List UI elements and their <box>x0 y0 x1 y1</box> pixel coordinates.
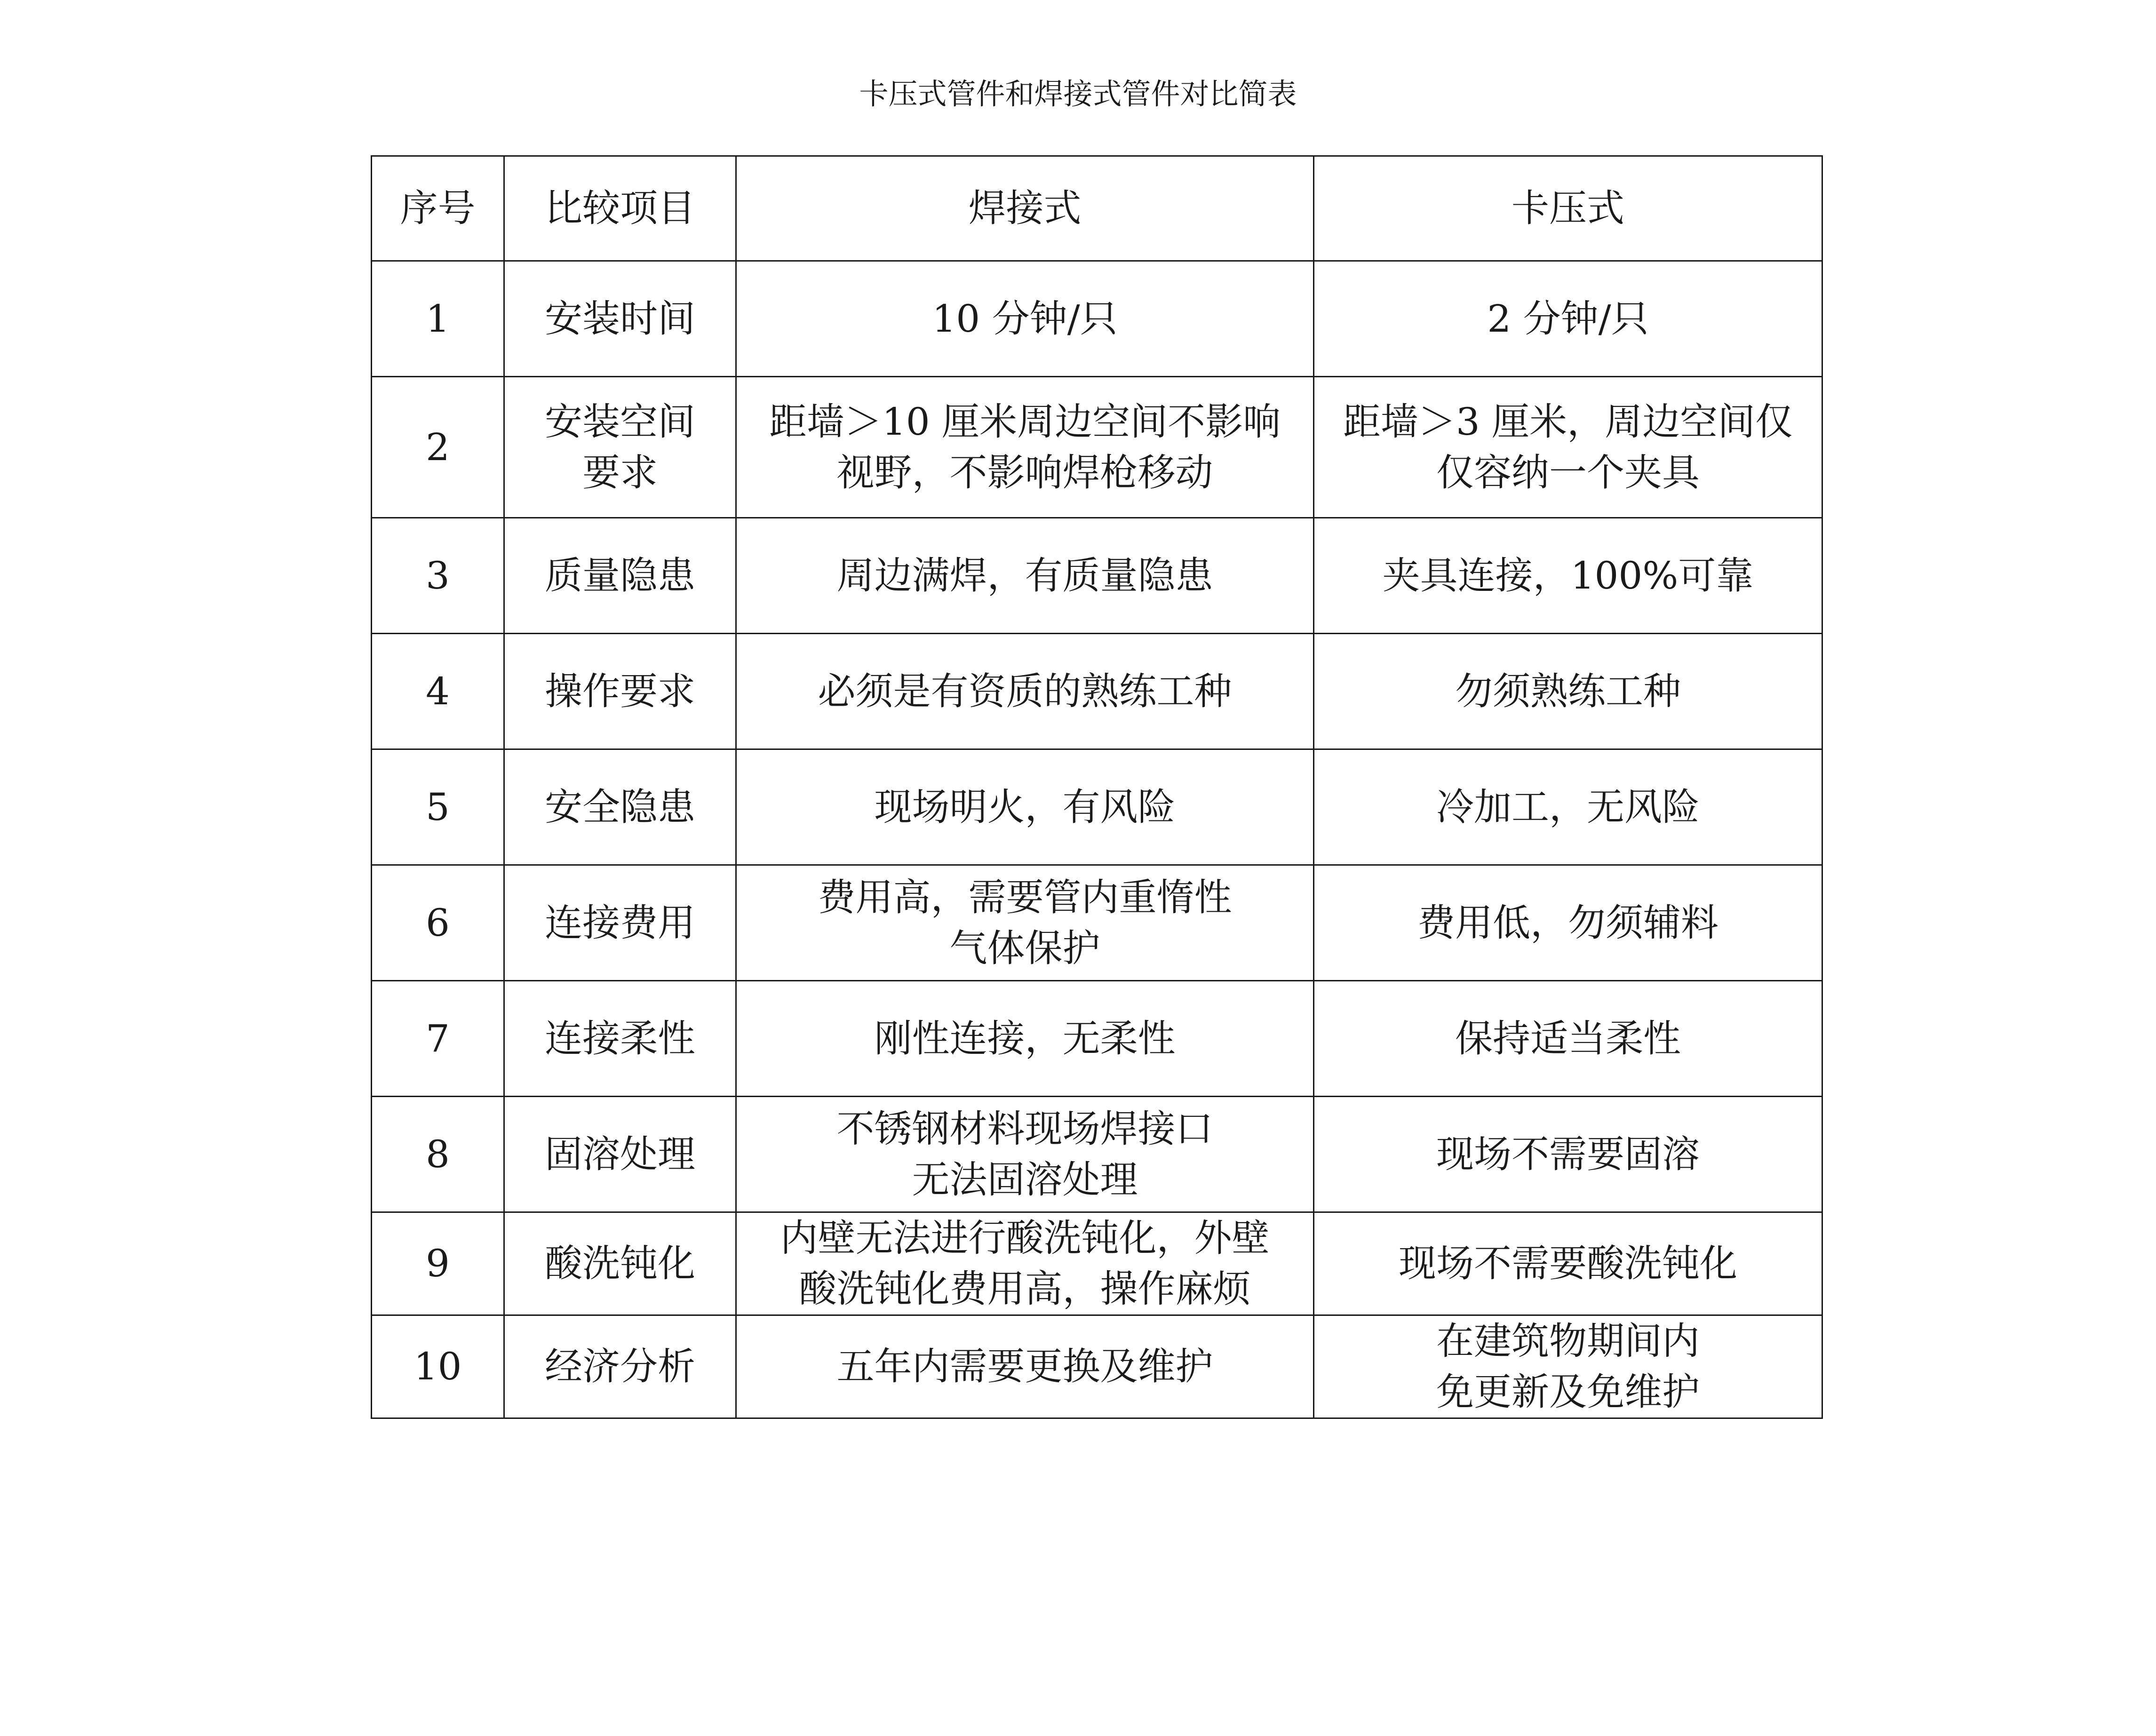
cell-line: 免更新及免维护 <box>1436 1370 1700 1414</box>
cell-line: 视野，不影响焊枪移动 <box>836 450 1213 494</box>
cell-press <box>1314 634 1822 749</box>
table-row <box>372 865 1822 981</box>
cell-line: 现场不需要固溶 <box>1436 1132 1700 1176</box>
cell-line: 现场明火，有风险 <box>874 785 1176 829</box>
header-press: 卡压式 <box>1314 156 1822 261</box>
cell-line: 安全隐患 <box>545 785 695 829</box>
comparison-table <box>371 155 1823 1419</box>
cell-line: 安装空间 <box>545 399 695 444</box>
cell-line: 酸洗钝化 <box>545 1242 695 1285</box>
cell-line: 必须是有资质的熟练工种 <box>818 669 1232 713</box>
cell-line: 连接柔性 <box>545 1016 695 1060</box>
cell-press <box>1314 749 1822 865</box>
cell-welded <box>736 261 1314 377</box>
cell-line: 距墙＞3 厘米，周边空间仅 <box>1343 399 1793 444</box>
cell-line: 勿须熟练工种 <box>1455 669 1681 713</box>
document-title: 卡压式管件和焊接式管件对比简表 <box>859 77 1297 111</box>
cell-no: 8 <box>372 1097 504 1212</box>
cell-line: 气体保护 <box>949 926 1100 970</box>
cell-press <box>1314 1097 1822 1212</box>
cell-press <box>1314 1315 1822 1418</box>
table-row <box>372 1212 1822 1315</box>
cell-line: 酸洗钝化费用高，操作麻烦 <box>799 1267 1251 1311</box>
cell-line: 要求 <box>582 450 658 494</box>
cell-line: 在建筑物期间内 <box>1436 1319 1700 1363</box>
cell-line: 不锈钢材料现场焊接口 <box>836 1107 1213 1151</box>
table-row <box>372 261 1822 377</box>
table-row <box>372 749 1822 865</box>
cell-press <box>1314 518 1822 634</box>
cell-line: 现场不需要酸洗钝化 <box>1399 1242 1737 1285</box>
cell-no: 6 <box>372 865 504 981</box>
table-row <box>372 518 1822 634</box>
cell-item <box>504 634 736 749</box>
cell-item <box>504 1097 736 1212</box>
cell-item <box>504 749 736 865</box>
cell-press <box>1314 865 1822 981</box>
cell-item <box>504 865 736 981</box>
cell-item <box>504 1315 736 1418</box>
cell-press <box>1314 261 1822 377</box>
cell-welded <box>736 1097 1314 1212</box>
cell-line: 周边满焊，有质量隐患 <box>836 553 1213 597</box>
cell-no: 2 <box>372 377 504 518</box>
cell-welded <box>736 749 1314 865</box>
cell-line: 冷加工，无风险 <box>1436 785 1700 829</box>
cell-no: 5 <box>372 749 504 865</box>
table-row <box>372 377 1822 518</box>
cell-line: 安装时间 <box>545 296 695 341</box>
cell-item <box>504 518 736 634</box>
table-row <box>372 634 1822 749</box>
cell-line: 质量隐患 <box>545 553 695 597</box>
table-row <box>372 1097 1822 1212</box>
cell-line: 五年内需要更换及维护 <box>836 1345 1213 1388</box>
cell-line: 无法固溶处理 <box>912 1157 1138 1202</box>
cell-line: 刚性连接，无柔性 <box>874 1016 1176 1060</box>
header-item: 比较项目 <box>504 156 736 261</box>
cell-line: 保持适当柔性 <box>1455 1016 1681 1060</box>
cell-no: 4 <box>372 634 504 749</box>
cell-item <box>504 377 736 518</box>
cell-line: 距墙＞10 厘米周边空间不影响 <box>769 399 1281 444</box>
cell-line: 夹具连接，100%可靠 <box>1382 553 1754 597</box>
cell-no: 9 <box>372 1212 504 1315</box>
cell-line: 连接费用 <box>545 900 695 945</box>
cell-no: 3 <box>372 518 504 634</box>
cell-line: 仅容纳一个夹具 <box>1436 450 1700 494</box>
cell-welded <box>736 1315 1314 1418</box>
table-header-row <box>372 156 1822 261</box>
cell-press <box>1314 377 1822 518</box>
cell-line: 10 分钟/只 <box>932 296 1118 341</box>
cell-line: 操作要求 <box>545 669 695 713</box>
header-welded: 焊接式 <box>736 156 1314 261</box>
cell-press <box>1314 981 1822 1097</box>
cell-welded <box>736 1212 1314 1315</box>
cell-no: 1 <box>372 261 504 377</box>
cell-item <box>504 1212 736 1315</box>
cell-line: 内壁无法进行酸洗钝化，外壁 <box>780 1216 1270 1260</box>
cell-line: 费用低，勿须辅料 <box>1417 900 1718 945</box>
cell-welded <box>736 981 1314 1097</box>
cell-welded <box>736 634 1314 749</box>
cell-no: 7 <box>372 981 504 1097</box>
cell-line: 经济分析 <box>545 1345 695 1388</box>
cell-line: 固溶处理 <box>545 1132 695 1176</box>
table-row <box>372 981 1822 1097</box>
cell-line: 费用高，需要管内重惰性 <box>818 875 1232 919</box>
cell-item <box>504 981 736 1097</box>
cell-press <box>1314 1212 1822 1315</box>
table-row <box>372 1315 1822 1418</box>
cell-welded <box>736 377 1314 518</box>
cell-item <box>504 261 736 377</box>
cell-welded <box>736 865 1314 981</box>
cell-line: 2 分钟/只 <box>1487 296 1649 341</box>
header-no: 序号 <box>372 156 504 261</box>
cell-welded <box>736 518 1314 634</box>
cell-no: 10 <box>372 1315 504 1418</box>
